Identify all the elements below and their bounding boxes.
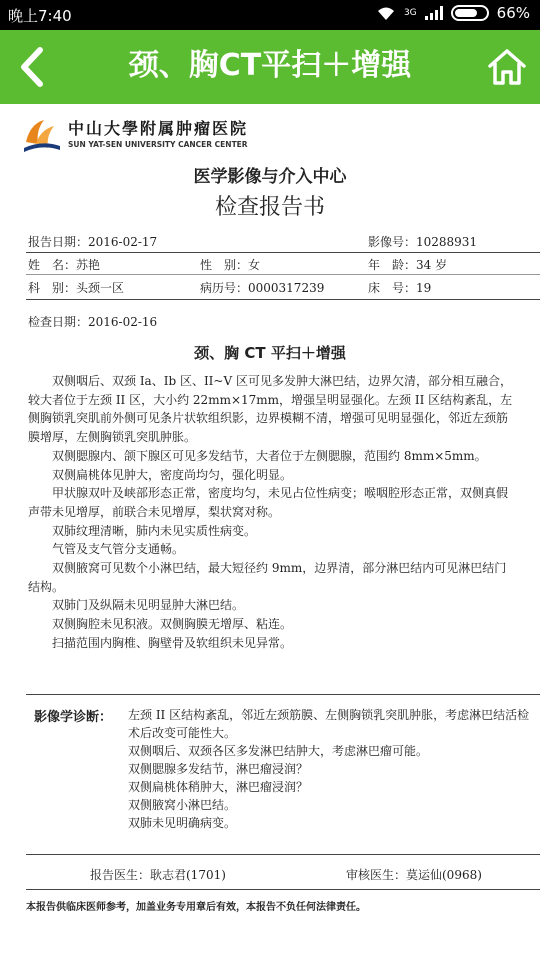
bed-number: 床 号：19	[368, 281, 432, 295]
divider	[26, 889, 540, 890]
battery-icon	[451, 5, 489, 21]
finding-paragraph: 双侧扁桃体见肿大，密度尚均匀，强化明显。	[52, 467, 293, 482]
center-name: 医学影像与介入中心	[193, 167, 347, 187]
status-icons	[376, 4, 530, 22]
diagnosis-item: 双侧腮腺多发结节，淋巴瘤浸润？	[128, 762, 309, 776]
divider	[26, 694, 540, 695]
network-type: 3G	[403, 7, 417, 18]
finding-paragraph: 双侧胸腔未见积液。双侧胸膜无增厚、粘连。	[52, 617, 293, 632]
patient-name: 姓 名：苏艳	[28, 258, 101, 272]
status-time: 晚上7:40	[8, 7, 72, 25]
diagnosis-item: 双侧腋窝小淋巴结。	[128, 798, 237, 812]
diagnosis-item: 双肺未见明确病变。	[128, 816, 237, 830]
wifi-icon	[376, 5, 396, 21]
finding-paragraph: 双侧咽后、双颈 Ia、Ib 区、II~V 区可见多发肿大淋巴结，边界欠清，部分相互融合，较大者位于左颈 II 区，大小约 22mm×17mm，增强呈明显强化。左颈 II 区结构紊乱，左侧胸锁乳突肌前外侧可见条片状软组织影，边界模糊不清，增强可见明显强化，邻近左颈筋膜增厚，左侧胸锁乳突肌肿胀。	[28, 374, 513, 445]
finding-paragraph: 双肺门及纵隔未见明显肿大淋巴结。	[52, 598, 245, 613]
report-date: 报告日期：2016-02-17	[28, 235, 158, 249]
findings-text	[28, 372, 516, 653]
diagnosis-label: 影像学诊断：	[34, 710, 113, 725]
finding-paragraph: 双侧腋窝可见数个小淋巴结，最大短径约 9mm，边界清，部分淋巴结内可见淋巴结门结构。	[28, 561, 507, 594]
patient-age: 年 龄：34 岁	[368, 258, 448, 272]
status-bar	[0, 0, 540, 30]
diagnosis-text	[128, 706, 540, 832]
divider	[26, 252, 540, 253]
signal-icon	[425, 6, 443, 20]
home-icon	[484, 44, 530, 90]
divider	[26, 299, 540, 300]
hospital-emblem-icon	[22, 114, 62, 154]
diagnosis-item: 左颈 II 区结构紊乱，邻近左颈筋膜、左侧胸锁乳突肌肿胀，考虑淋巴结活检术后改变可能性大。	[128, 708, 530, 740]
page-title: 颈、胸CT平扫＋增强	[128, 48, 412, 83]
home-button[interactable]	[484, 44, 530, 90]
medical-record-number: 病历号：0000317239	[200, 281, 325, 295]
battery-level: 66%	[496, 4, 530, 22]
divider	[26, 854, 540, 855]
reporting-doctor: 报告医生：耿志君(1701)	[90, 868, 226, 882]
exam-date: 检查日期：2016-02-16	[28, 315, 158, 329]
finding-paragraph: 双肺纹理清晰，肺内未见实质性病变。	[52, 523, 257, 538]
back-button[interactable]	[12, 44, 58, 90]
reviewing-doctor: 审核医生：莫运仙(0968)	[346, 868, 482, 882]
findings-title: 颈、胸 CT 平扫＋增强	[194, 344, 346, 362]
patient-gender: 性 别：女	[200, 258, 261, 272]
diagnosis-item: 双侧扁桃体稍肿大，淋巴瘤浸润？	[128, 780, 309, 794]
image-number: 影像号：10288931	[368, 235, 478, 249]
app-bar	[0, 30, 540, 104]
finding-paragraph: 双侧腮腺内、颌下腺区可见多发结节，大者位于左侧腮腺，范围约 8mm×5mm。	[52, 448, 487, 463]
disclaimer: 本报告供临床医师参考，加盖业务专用章后有效，本报告不负任何法律责任。	[26, 902, 366, 913]
hospital-name-cn: 中山大學附属肿瘤医院	[68, 119, 249, 138]
hospital-logo	[22, 112, 252, 158]
diagnosis-item: 双侧咽后、双颈各区多发淋巴结肿大，考虑淋巴瘤可能。	[128, 744, 429, 758]
report-title: 检查报告书	[214, 195, 325, 220]
patient-department: 科 别：头颈一区	[28, 281, 125, 295]
finding-paragraph: 气管及支气管分支通畅。	[52, 542, 185, 557]
finding-paragraph: 甲状腺双叶及峡部形态正常，密度均匀，未见占位性病变；喉咽腔形态正常，双侧真假声带未见增厚，前联合未见增厚，梨状窝对称。	[28, 486, 509, 519]
divider	[26, 274, 540, 275]
hospital-name-en: SUN YAT-SEN UNIVERSITY CANCER CENTER	[68, 140, 248, 149]
chevron-left-icon	[12, 44, 58, 90]
finding-paragraph: 扫描范围内胸椎、胸壁骨及软组织未见异常。	[52, 635, 293, 650]
